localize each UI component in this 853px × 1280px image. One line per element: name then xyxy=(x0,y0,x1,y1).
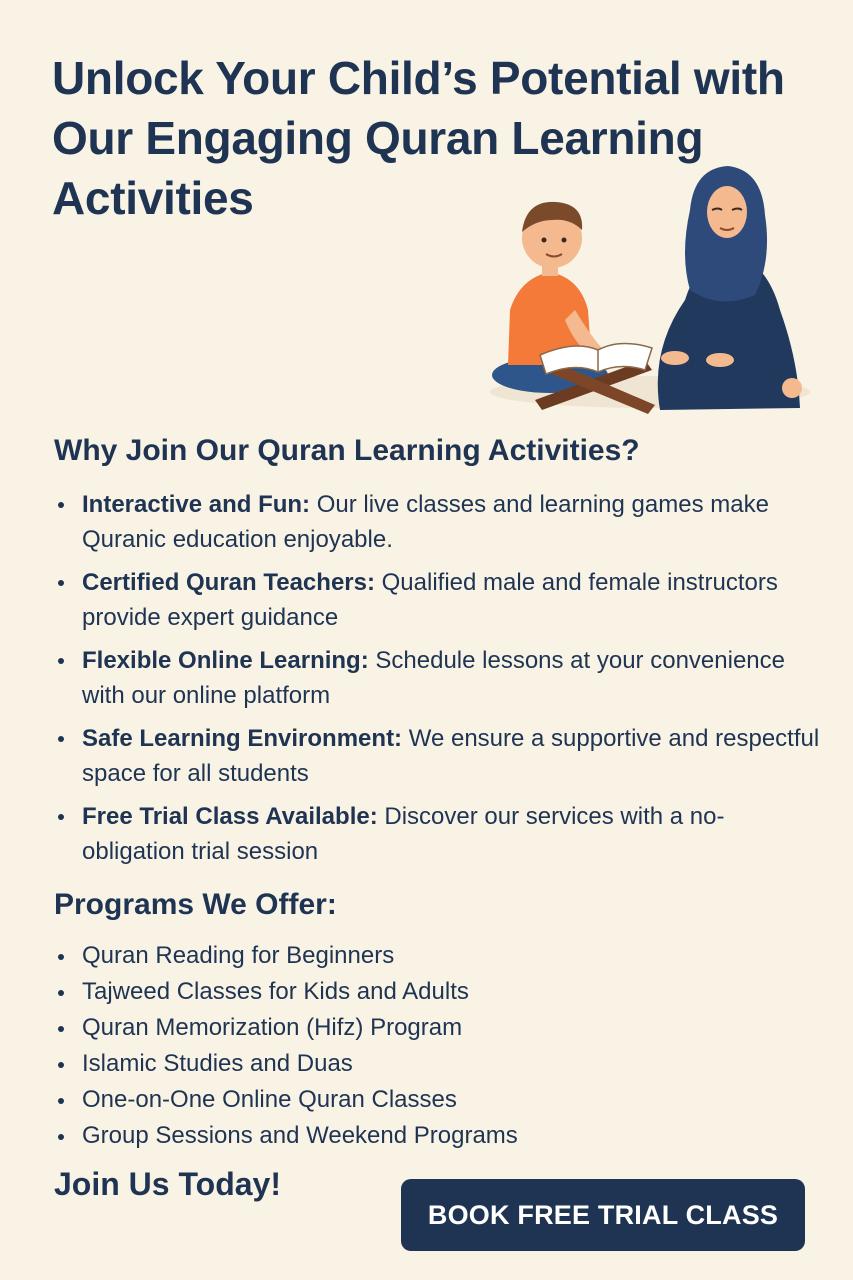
program-list xyxy=(54,938,794,1154)
program-item: Group Sessions and Weekend Programs xyxy=(54,1118,794,1154)
feature-text: We ensure a supportive and respectful space for all students xyxy=(82,725,820,787)
program-item: One-on-One Online Quran Classes xyxy=(54,1082,794,1118)
feature-lead: Safe Learning Environment: xyxy=(82,725,403,752)
program-item: Islamic Studies and Duas xyxy=(54,1046,794,1082)
feature-item xyxy=(54,799,824,869)
feature-text: Discover our services with a no-obligation trial session xyxy=(82,803,725,865)
program-item: Tajweed Classes for Kids and Adults xyxy=(54,974,794,1010)
join-heading: Join Us Today! xyxy=(54,1166,281,1202)
feature-item xyxy=(54,565,824,635)
feature-lead: Certified Quran Teachers: xyxy=(82,569,375,596)
program-item: Quran Reading for Beginners xyxy=(54,938,794,974)
feature-text: Qualified male and female instructors provide expert guidance xyxy=(82,569,778,631)
program-item: Quran Memorization (Hifz) Program xyxy=(54,1010,794,1046)
feature-lead: Flexible Online Learning: xyxy=(82,647,369,674)
why-join-heading: Why Join Our Quran Learning Activities? xyxy=(54,434,640,467)
feature-text: Schedule lessons at your convenience with our online platform xyxy=(82,647,785,709)
feature-text: Our live classes and learning games make Quranic education enjoyable. xyxy=(82,491,769,553)
book-free-trial-button[interactable]: BOOK FREE TRIAL CLASS xyxy=(401,1179,805,1251)
feature-item xyxy=(54,643,824,713)
programs-heading: Programs We Offer: xyxy=(54,888,337,921)
headline: Unlock Your Child’s Potential with Our Engaging Quran Learning Activities xyxy=(52,52,785,224)
feature-list xyxy=(54,487,824,877)
feature-item xyxy=(54,487,824,557)
feature-item xyxy=(54,721,824,791)
feature-lead: Free Trial Class Available: xyxy=(82,803,378,830)
teacher-child-quran-illustration xyxy=(480,160,820,420)
feature-lead: Interactive and Fun: xyxy=(82,491,311,518)
